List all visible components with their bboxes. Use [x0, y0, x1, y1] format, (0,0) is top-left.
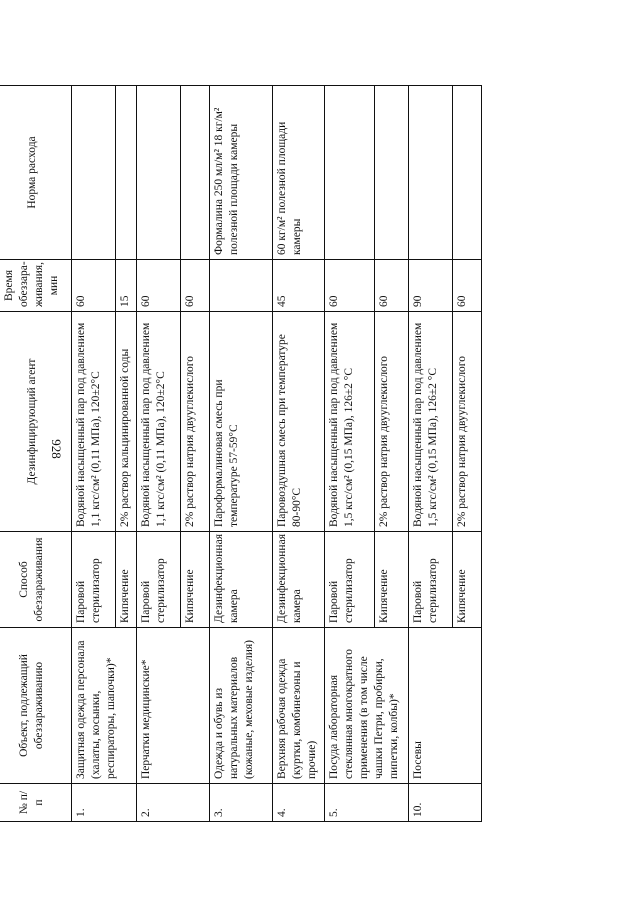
- cell-num: 5.: [324, 783, 407, 821]
- cell-time: [209, 259, 272, 311]
- cell-num: 3.: [209, 783, 272, 821]
- page-number: 928: [49, 439, 64, 459]
- cell-object: Верхняя рабочая одежда (куртки, комбинезоны и прочие): [272, 627, 324, 783]
- rotated-table-wrapper: [0, 86, 482, 822]
- cell-num: 10.: [408, 783, 481, 821]
- cell-num: 1.: [71, 783, 136, 821]
- cell-time: 60: [136, 259, 180, 311]
- header-time: Время обеззара-живания, мин: [0, 259, 71, 311]
- cell-method: Кипячение: [452, 531, 481, 627]
- cell-agent: 2% раствор натрия двууглекислого: [180, 311, 209, 531]
- cell-norm: [374, 85, 407, 259]
- cell-time: 60: [452, 259, 481, 311]
- cell-agent: Водяной насыщенный пар под давлением 1,5 кгс/см² (0,15 МПа), 126±2 °С: [408, 311, 452, 531]
- cell-time: 60: [374, 259, 407, 311]
- header-object: Объект, подлежащий обеззараживанию: [0, 627, 71, 783]
- cell-time: 60: [71, 259, 115, 311]
- cell-agent: 2% раствор кальцинированной соды: [115, 311, 136, 531]
- cell-agent: Водяной насыщенный пар под давлением 1,1 кгс/см² (0,11 МПа), 120±2°С: [71, 311, 115, 531]
- cell-method: Дезинфекционная камера: [272, 531, 324, 627]
- cell-method: Кипячение: [115, 531, 136, 627]
- cell-norm: [408, 85, 452, 259]
- header-agent: Дезинфицирующий агент: [0, 311, 71, 531]
- cell-method: Дезинфекционная камера: [209, 531, 272, 627]
- cell-norm: [136, 85, 180, 259]
- table-row: [136, 85, 180, 821]
- cell-time: 60: [324, 259, 374, 311]
- cell-object: Перчатки медицинские*: [136, 627, 209, 783]
- cell-agent: Пароформалиновая смесь при температуре 57-59°С: [209, 311, 272, 531]
- cell-time: 60: [180, 259, 209, 311]
- cell-norm: [71, 85, 115, 259]
- cell-agent: Водяной насыщенный пар под давлением 1,1 кгс/см² (0,11 МПа), 120±2°С: [136, 311, 180, 531]
- table-body: [71, 85, 481, 821]
- cell-norm: [452, 85, 481, 259]
- cell-agent: 2% раствор натрия двууглекислого: [452, 311, 481, 531]
- table-row: [272, 85, 324, 821]
- cell-norm: Формалина 250 мл/м² 18 кг/м² полезной площади камеры: [209, 85, 272, 259]
- cell-time: 15: [115, 259, 136, 311]
- cell-norm: [324, 85, 374, 259]
- disinfection-table: [0, 85, 482, 822]
- cell-method: Паровой стерилизатор: [136, 531, 180, 627]
- cell-norm: 60 кг/м² полезной площади камеры: [272, 85, 324, 259]
- table-row: [71, 85, 115, 821]
- header-num: № п/п: [0, 783, 71, 821]
- header-norm: Норма расхода: [0, 85, 71, 259]
- cell-time: 90: [408, 259, 452, 311]
- cell-object: Посуда лабораторная стеклянная многократного применения (в том числе чашки Петри, пробирки, пипетки, колбы)*: [324, 627, 407, 783]
- cell-norm: [115, 85, 136, 259]
- cell-method: Кипячение: [180, 531, 209, 627]
- cell-num: 4.: [272, 783, 324, 821]
- table-row: [209, 85, 272, 821]
- cell-object: Защитная одежда персонала (халаты, косынки, респираторы, шапочки)*: [71, 627, 136, 783]
- cell-agent: Водяной насыщенный пар под давлением 1,5 кгс/см² (0,15 МПа), 126±2 °С: [324, 311, 374, 531]
- header-method: Способ обеззараживания: [0, 531, 71, 627]
- cell-method: Паровой стерилизатор: [408, 531, 452, 627]
- cell-object: Одежда и обувь из натуральных материалов (кожаные, меховые изделия): [209, 627, 272, 783]
- cell-method: Паровой стерилизатор: [71, 531, 115, 627]
- table-row: [408, 85, 452, 821]
- cell-agent: Паровоздушная смесь при температуре 80-90°С: [272, 311, 324, 531]
- table-header-row: [0, 85, 71, 821]
- cell-agent: 2% раствор натрия двууглекислого: [374, 311, 407, 531]
- cell-method: Кипячение: [374, 531, 407, 627]
- cell-method: Паровой стерилизатор: [324, 531, 374, 627]
- cell-num: 2.: [136, 783, 209, 821]
- cell-object: Посевы: [408, 627, 481, 783]
- table-row: [324, 85, 374, 821]
- cell-norm: [180, 85, 209, 259]
- cell-time: 45: [272, 259, 324, 311]
